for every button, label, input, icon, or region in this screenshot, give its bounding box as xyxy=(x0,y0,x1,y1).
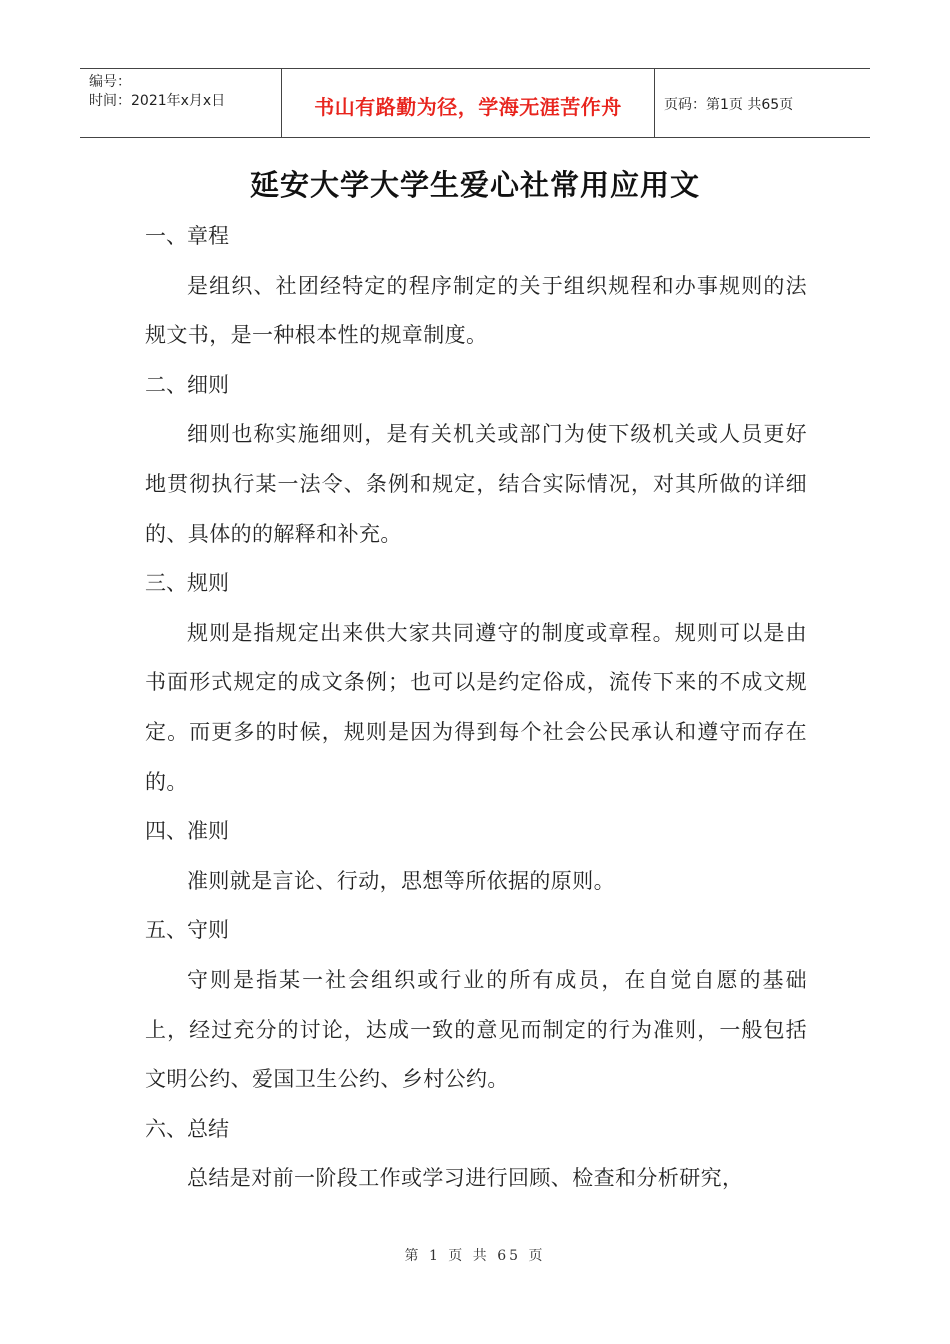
document-title: 延安大学大学生爱心社常用应用文 xyxy=(249,168,700,202)
section xyxy=(145,906,807,1104)
section-paragraph: 规则是指规定出来供大家共同遵守的制度或章程。规则可以是由书面形式规定的成文条例；也可以是约定俗成，流传下来的不成文规定。而更多的时候，规则是因为得到每个社会公民承认和遵守而存在的。 xyxy=(145,620,807,794)
section-heading: 五、守则 xyxy=(145,918,229,943)
date-label: 时间：2021年x月x日 xyxy=(89,93,226,109)
section xyxy=(145,559,807,807)
document-body xyxy=(145,212,807,1204)
header-meta-cell xyxy=(80,69,282,137)
page-footer: 第 1 页 共 65 页 xyxy=(404,1248,546,1264)
number-label: 编号： xyxy=(89,74,131,90)
section-paragraph: 总结是对前一阶段工作或学习进行回顾、检查和分析研究， xyxy=(187,1166,744,1191)
section-heading: 三、规则 xyxy=(145,571,229,596)
section xyxy=(145,212,807,361)
section-heading: 一、章程 xyxy=(145,224,229,248)
page-info: 页码：第1页 共65页 xyxy=(664,97,794,113)
motto: 书山有路勤为径，学海无涯苦作舟 xyxy=(314,94,622,119)
section-heading: 二、细则 xyxy=(145,372,229,397)
section-heading: 四、准则 xyxy=(145,819,229,844)
section xyxy=(145,1105,807,1204)
section-paragraph: 准则就是言论、行动，思想等所依据的原则。 xyxy=(187,868,615,893)
header-motto-cell xyxy=(282,69,655,137)
document-header xyxy=(80,68,870,138)
section-paragraph: 是组织、社团经特定的程序制定的关于组织规程和办事规则的法规文书，是一种根本性的规章制度。 xyxy=(145,273,807,348)
section xyxy=(145,807,807,906)
section-paragraph: 细则也称实施细则，是有关机关或部门为使下级机关或人员更好地贯彻执行某一法令、条例和规定，结合实际情况，对其所做的详细的、具体的的解释和补充。 xyxy=(145,422,807,546)
header-page-cell xyxy=(655,69,870,137)
section xyxy=(145,361,807,559)
section-paragraph: 守则是指某一社会组织或行业的所有成员，在自觉自愿的基础上，经过充分的讨论，达成一致的意见而制定的行为准则，一般包括文明公约、爱国卫生公约、乡村公约。 xyxy=(145,967,807,1092)
section-heading: 六、总结 xyxy=(145,1116,229,1141)
